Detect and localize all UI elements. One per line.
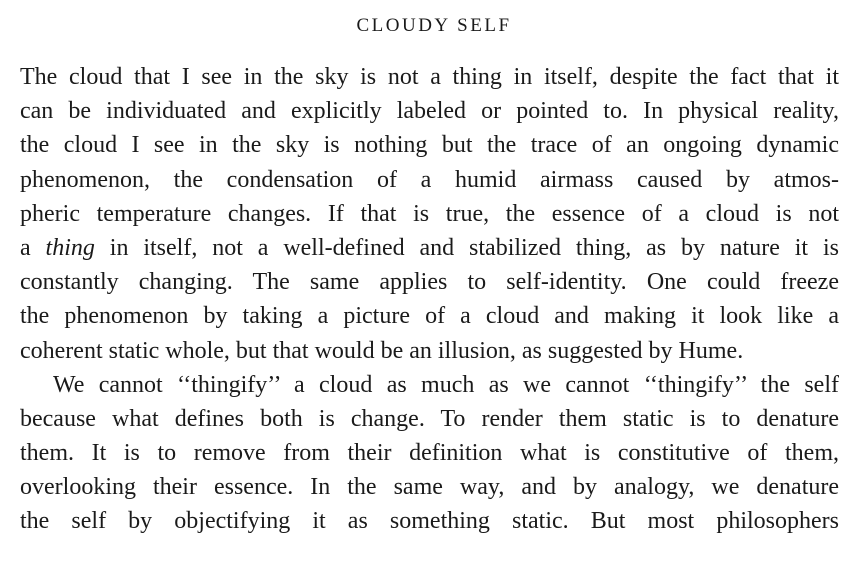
text-line: them. It is to remove from their definition what is constitutive of them, [20,440,839,467]
text-line: the phenomenon by taking a picture of a cloud and making it look like a [20,303,839,330]
text-segment: in itself, not a well-defined and stabilized thing, as by nature it is [94,234,839,261]
body-text [20,60,839,539]
text-line: coherent static whole, but that would be an illusion, as suggested by Hume. [20,337,744,364]
text-line: The cloud that I see in the sky is not a thing in itself, despite the fact that it [20,64,839,90]
text-segment: a [20,234,46,261]
paragraph-1 [20,60,839,368]
running-head: CLOUDY SELF [356,15,512,36]
text-line: We cannot ‘‘thingify’’ a cloud as much as we cannot ‘‘thingify’’ the self [53,371,839,398]
italic-emphasis: thing [45,234,95,261]
paragraph-2 [20,368,839,539]
text-line [20,231,839,265]
text-line: pheric temperature changes. If that is true, the essence of a cloud is not [20,200,839,227]
text-line: can be individuated and explicitly labeled or pointed to. In physical reality, [20,98,839,125]
text-line: constantly changing. The same applies to self-identity. One could freeze [20,269,839,296]
text-line: overlooking their essence. In the same way, and by analogy, we denature [20,474,839,501]
text-line: the self by objectifying it as something static. But most philosophers [20,508,839,535]
text-line: because what defines both is change. To render them static is to denature [20,405,839,432]
text-line: phenomenon, the condensation of a humid airmass caused by atmos- [20,166,839,193]
text-line: the cloud I see in the sky is nothing but the trace of an ongoing dynamic [20,132,839,159]
